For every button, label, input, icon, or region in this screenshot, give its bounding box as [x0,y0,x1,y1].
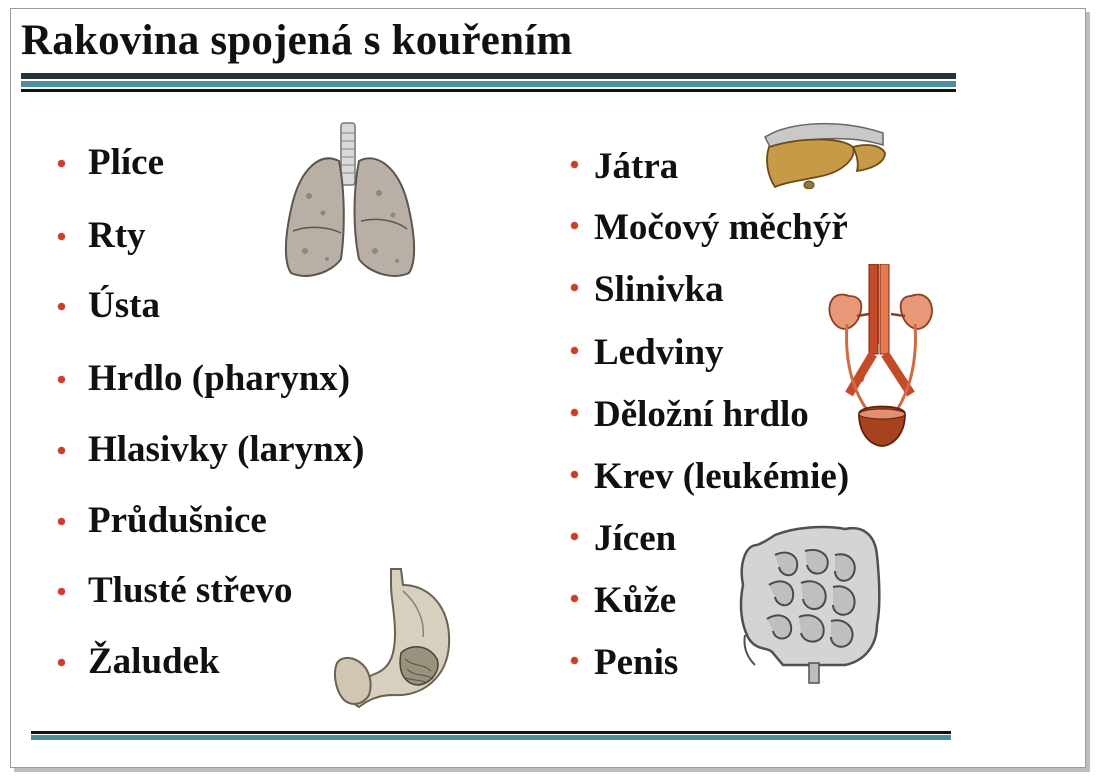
item-label: Hlasivky (larynx) [88,429,365,470]
bullet-icon [571,657,578,664]
footer-rule-black [31,731,951,734]
stomach-illustration [333,567,458,712]
item-label: Rty [88,215,146,256]
item-label: Krev (leukémie) [594,456,850,497]
footer-rule-teal [31,735,951,740]
item-label: Penis [594,642,679,683]
bullet-icon [58,376,65,383]
bullet-icon [58,518,65,525]
bullet-icon [571,533,578,540]
slide-title: Rakovina spojená s kouřením [21,17,573,64]
slide [10,8,1086,768]
item-label: Ústa [88,285,160,326]
bullet-icon [571,595,578,602]
title-rule-dark [21,73,956,79]
bullet-icon [58,447,65,454]
item-label: Jícen [594,518,677,559]
title-rule-teal [21,81,956,87]
bullet-icon [571,347,578,354]
item-label: Slinivka [594,269,724,310]
item-label: Ledviny [594,332,724,373]
bullet-icon [571,222,578,229]
bullet-icon [571,161,578,168]
bullet-icon [58,233,65,240]
bullet-icon [571,409,578,416]
bullet-icon [58,160,65,167]
item-label: Plíce [88,142,165,183]
title-rule-black [21,89,956,92]
intestines-illustration [735,515,885,685]
item-label: Hrdlo (pharynx) [88,358,351,399]
bullet-icon [58,588,65,595]
bullet-icon [571,471,578,478]
bullet-icon [58,659,65,666]
lungs-illustration [279,121,419,281]
item-label: Močový měchýř [594,207,848,248]
item-label: Děložní hrdlo [594,394,809,435]
kidneys-bladder-illustration [819,264,949,449]
bullet-icon [571,284,578,291]
item-label: Tlusté střevo [88,570,293,611]
liver-illustration [761,119,891,189]
item-label: Kůže [594,580,677,621]
item-label: Játra [594,146,679,187]
item-label: Průdušnice [88,500,267,541]
item-label: Žaludek [88,641,220,682]
bullet-icon [58,303,65,310]
